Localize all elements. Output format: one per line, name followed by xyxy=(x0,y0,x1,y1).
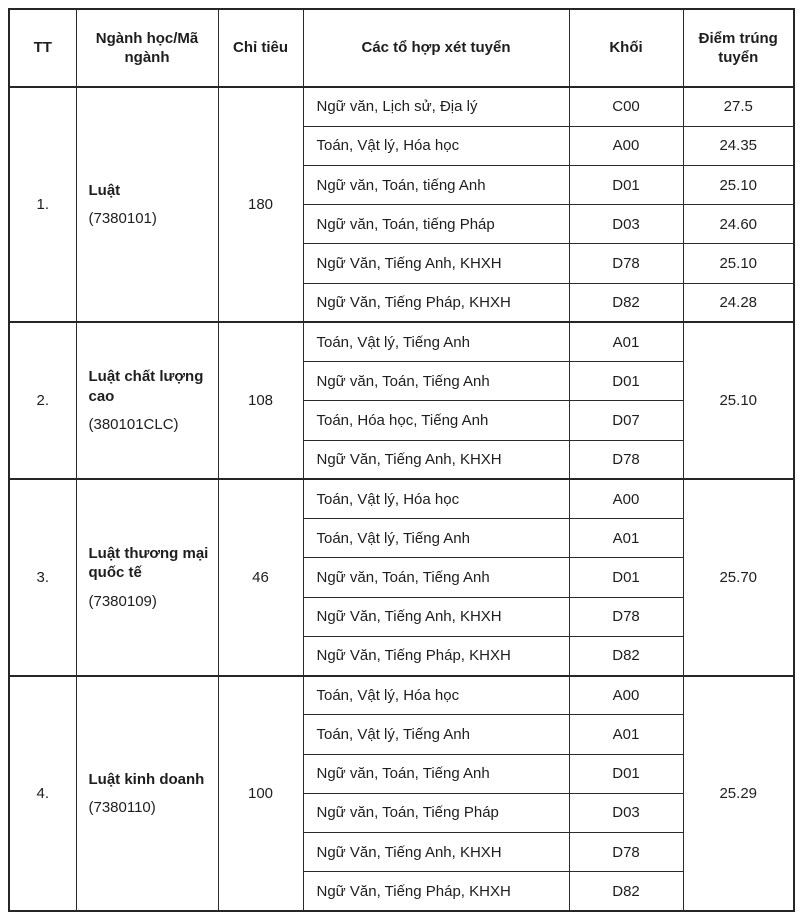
combo-cell: Toán, Vật lý, Hóa học xyxy=(303,676,569,715)
section-luat-kinh-doanh xyxy=(9,676,794,911)
score-cell: 25.10 xyxy=(683,244,794,283)
combo-cell: Toán, Hóa học, Tiếng Anh xyxy=(303,401,569,440)
combo-cell: Ngữ văn, Toán, Tiếng Anh xyxy=(303,362,569,401)
major-cell xyxy=(76,87,218,322)
major-code: (7380101) xyxy=(88,210,157,228)
major-name: Luật xyxy=(88,181,121,199)
quota-cell: 100 xyxy=(218,676,303,911)
block-cell: D01 xyxy=(569,754,683,793)
block-cell: D78 xyxy=(569,597,683,636)
combo-cell: Ngữ Văn, Tiếng Anh, KHXH xyxy=(303,440,569,479)
score-cell: 27.5 xyxy=(683,87,794,126)
admission-score-table xyxy=(8,8,795,912)
block-cell: C00 xyxy=(569,87,683,126)
block-cell: A00 xyxy=(569,676,683,715)
major-code: (7380109) xyxy=(88,592,157,610)
block-cell: A01 xyxy=(569,322,683,361)
major-cell xyxy=(76,479,218,675)
header-row xyxy=(9,9,794,87)
table-row xyxy=(9,87,794,126)
combo-cell: Ngữ Văn, Tiếng Anh, KHXH xyxy=(303,832,569,871)
block-cell: D07 xyxy=(569,401,683,440)
block-cell: D01 xyxy=(569,165,683,204)
major-code: (7380110) xyxy=(88,799,156,817)
tt-cell: 1. xyxy=(9,87,76,322)
section-luat-tmqt xyxy=(9,479,794,675)
tt-cell: 3. xyxy=(9,479,76,675)
major-name: Luật thương mại quốc tế xyxy=(88,544,209,582)
combo-cell: Toán, Vật lý, Tiếng Anh xyxy=(303,322,569,361)
header-cell-tt: TT xyxy=(9,9,76,87)
quota-cell: 180 xyxy=(218,87,303,322)
header-cell-combos: Các tổ hợp xét tuyển xyxy=(303,9,569,87)
combo-cell: Ngữ Văn, Tiếng Pháp, KHXH xyxy=(303,872,569,911)
block-cell: A00 xyxy=(569,479,683,518)
block-cell: D78 xyxy=(569,440,683,479)
block-cell: D03 xyxy=(569,793,683,832)
block-cell: D01 xyxy=(569,362,683,401)
major-cell xyxy=(76,322,218,479)
block-cell: D78 xyxy=(569,832,683,871)
combo-cell: Ngữ Văn, Tiếng Anh, KHXH xyxy=(303,597,569,636)
combo-cell: Toán, Vật lý, Tiếng Anh xyxy=(303,519,569,558)
table-header xyxy=(9,9,794,87)
block-cell: A01 xyxy=(569,715,683,754)
score-cell: 24.28 xyxy=(683,283,794,322)
block-cell: D82 xyxy=(569,636,683,675)
block-cell: D82 xyxy=(569,872,683,911)
combo-cell: Toán, Vật lý, Hóa học xyxy=(303,479,569,518)
major-name: Luật chất lượng cao xyxy=(88,368,204,405)
combo-cell: Ngữ văn, Toán, Tiếng Anh xyxy=(303,754,569,793)
combo-cell: Ngữ văn, Toán, Tiếng Anh xyxy=(303,558,569,597)
combo-cell: Ngữ văn, Toán, tiếng Pháp xyxy=(303,205,569,244)
major-name: Luật kinh doanh xyxy=(88,770,205,788)
combo-cell: Ngữ Văn, Tiếng Pháp, KHXH xyxy=(303,283,569,322)
score-cell: 25.10 xyxy=(683,165,794,204)
combo-cell: Ngữ văn, Toán, Tiếng Pháp xyxy=(303,793,569,832)
block-cell: D78 xyxy=(569,244,683,283)
combo-cell: Toán, Vật lý, Hóa học xyxy=(303,126,569,165)
header-cell-block: Khối xyxy=(569,9,683,87)
score-cell: 24.60 xyxy=(683,205,794,244)
score-cell: 24.35 xyxy=(683,126,794,165)
tt-cell: 4. xyxy=(9,676,76,911)
block-cell: A01 xyxy=(569,519,683,558)
combo-cell: Ngữ văn, Lịch sử, Địa lý xyxy=(303,87,569,126)
tt-cell: 2. xyxy=(9,322,76,479)
block-cell: A00 xyxy=(569,126,683,165)
combo-cell: Toán, Vật lý, Tiếng Anh xyxy=(303,715,569,754)
section-luat-clc xyxy=(9,322,794,479)
score-cell: 25.10 xyxy=(683,322,794,479)
header-cell-score: Điểm trúng tuyển xyxy=(683,9,794,87)
score-cell: 25.70 xyxy=(683,479,794,675)
block-cell: D03 xyxy=(569,205,683,244)
combo-cell: Ngữ Văn, Tiếng Pháp, KHXH xyxy=(303,636,569,675)
table-row xyxy=(9,479,794,518)
major-cell xyxy=(76,676,218,911)
table-row xyxy=(9,676,794,715)
major-code: (380101CLC) xyxy=(88,416,179,434)
block-cell: D82 xyxy=(569,283,683,322)
combo-cell: Ngữ văn, Toán, tiếng Anh xyxy=(303,165,569,204)
score-cell: 25.29 xyxy=(683,676,794,911)
combo-cell: Ngữ Văn, Tiếng Anh, KHXH xyxy=(303,244,569,283)
block-cell: D01 xyxy=(569,558,683,597)
quota-cell: 46 xyxy=(218,479,303,675)
header-cell-quota: Chỉ tiêu xyxy=(218,9,303,87)
section-luat xyxy=(9,87,794,322)
header-cell-major: Ngành học/Mã ngành xyxy=(76,9,218,87)
table-row xyxy=(9,322,794,361)
quota-cell: 108 xyxy=(218,322,303,479)
